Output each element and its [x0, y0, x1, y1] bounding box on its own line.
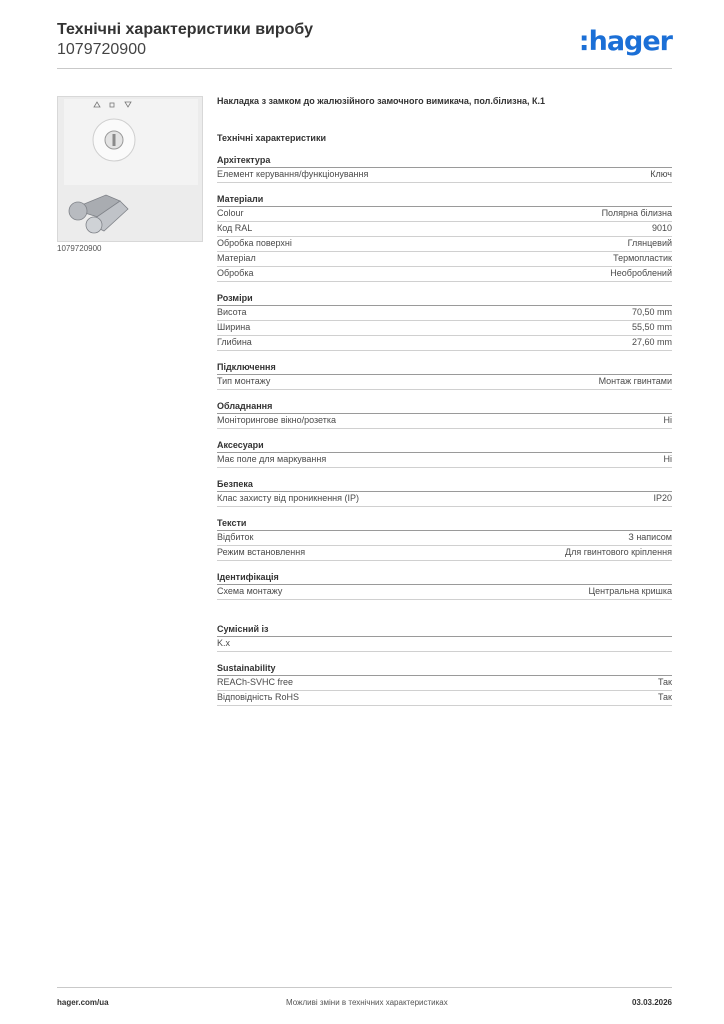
spec-label: Глибина: [217, 337, 252, 347]
spec-row: [217, 546, 672, 561]
spec-value: Глянцевий: [627, 238, 672, 248]
spec-row: [217, 453, 672, 468]
spec-group-title: Розміри: [217, 293, 672, 306]
spec-group: [217, 572, 672, 600]
spec-group-title: Ідентифікація: [217, 572, 672, 585]
spec-value: Термопластик: [613, 253, 672, 263]
spec-row: [217, 414, 672, 429]
spec-row: [217, 237, 672, 252]
spec-value: 27,60 mm: [631, 337, 672, 347]
spec-label: Обробка: [217, 268, 254, 278]
spec-group-title: Тексти: [217, 518, 672, 531]
spec-label: Висота: [217, 307, 247, 317]
footer-website: hager.com/ua: [57, 998, 109, 1007]
spec-label: Елемент керування/функціонування: [217, 169, 369, 179]
spec-row: [217, 637, 672, 652]
spec-group: [217, 401, 672, 429]
spec-value: Полярна білизна: [601, 208, 672, 218]
footer-disclaimer: Можливі зміни в технічних характеристиках: [286, 998, 448, 1007]
spec-row: [217, 252, 672, 267]
product-name: Накладка з замком до жалюзійного замочного вимикача, пол.білизна, К.1: [217, 96, 546, 106]
footer-divider: [57, 987, 672, 988]
spec-label: Матеріал: [217, 253, 256, 263]
spec-value: З написом: [628, 532, 672, 542]
spec-group: [217, 194, 672, 282]
product-image-drawing: [58, 97, 203, 242]
spec-row: [217, 691, 672, 706]
spec-row: [217, 676, 672, 691]
spec-label: Відбиток: [217, 532, 254, 542]
spec-value: 9010: [651, 223, 672, 233]
spec-label: REACh-SVHC free: [217, 677, 294, 687]
spec-label: K.x: [217, 638, 231, 648]
spec-value: Ні: [663, 454, 672, 464]
spec-groups: [217, 155, 672, 706]
spec-group: [217, 518, 672, 561]
spec-value: 55,50 mm: [631, 322, 672, 332]
spec-value: Центральна кришка: [588, 586, 672, 596]
page-title: Технічні характеристики виробу: [57, 21, 313, 38]
spec-label: Код RAL: [217, 223, 253, 233]
spec-group-title: Безпека: [217, 479, 672, 492]
spec-label: Colour: [217, 208, 244, 218]
spec-row: [217, 375, 672, 390]
spec-row: [217, 531, 672, 546]
spec-label: Ширина: [217, 322, 251, 332]
spec-group: [217, 440, 672, 468]
spec-row: [217, 585, 672, 600]
spec-label: Має поле для маркування: [217, 454, 327, 464]
product-number: 1079720900: [57, 41, 146, 58]
keyhole-icon: [113, 134, 116, 146]
spec-group-title: Аксесуари: [217, 440, 672, 453]
spec-row: [217, 168, 672, 183]
spec-group-title: Підключення: [217, 362, 672, 375]
spec-label: Тип монтажу: [217, 376, 271, 386]
spec-group: [217, 624, 672, 652]
spec-value: Для гвинтового кріплення: [565, 547, 672, 557]
spec-content: [217, 95, 672, 717]
spec-value: Ні: [663, 415, 672, 425]
spec-group: [217, 155, 672, 183]
spec-row: [217, 321, 672, 336]
spec-value: Ключ: [650, 169, 672, 179]
spec-row: [217, 267, 672, 282]
spec-label: Режим встановлення: [217, 547, 306, 557]
spec-row: [217, 222, 672, 237]
spec-group: [217, 663, 672, 706]
spec-row: [217, 306, 672, 321]
spec-group-title: Архітектура: [217, 155, 672, 168]
header-divider: [57, 68, 672, 69]
spec-row: [217, 492, 672, 507]
spec-label: Клас захисту від проникнення (IP): [217, 493, 360, 503]
product-image: [57, 96, 203, 242]
spec-label: Схема монтажу: [217, 586, 283, 596]
spec-value: Необроблений: [610, 268, 672, 278]
spec-value: Монтаж гвинтами: [598, 376, 672, 386]
spec-label: Відповідність RoHS: [217, 692, 299, 702]
spec-group: [217, 479, 672, 507]
spec-row: [217, 207, 672, 222]
spec-value: IP20: [653, 493, 672, 503]
spec-value: Так: [657, 677, 672, 687]
spec-value: Так: [657, 692, 672, 702]
section-heading: Технічні характеристики: [217, 133, 326, 143]
spec-group: [217, 362, 672, 390]
hager-logo: :hager: [578, 26, 672, 57]
spec-group-title: Матеріали: [217, 194, 672, 207]
image-caption: 1079720900: [57, 244, 102, 253]
page-header: [57, 20, 672, 68]
spec-group-title: Сумісний із: [217, 624, 672, 637]
spec-label: Моніторингове вікно/розетка: [217, 415, 336, 425]
spec-value: 70,50 mm: [631, 307, 672, 317]
spec-group-title: Sustainability: [217, 663, 672, 676]
spec-label: Обробка поверхні: [217, 238, 292, 248]
footer-date: 03.03.2026: [631, 998, 672, 1007]
spec-row: [217, 336, 672, 351]
spec-group: [217, 293, 672, 351]
spec-group-title: Обладнання: [217, 401, 672, 414]
